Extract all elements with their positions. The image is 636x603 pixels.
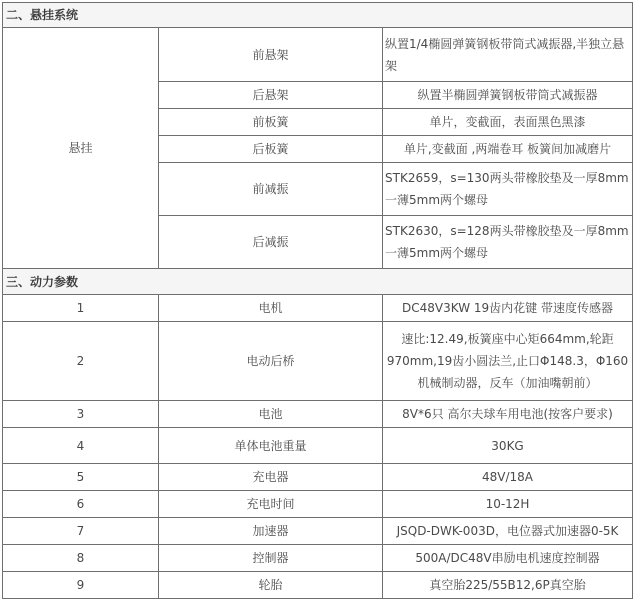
spec-table [2, 2, 633, 599]
table-row [3, 464, 633, 491]
item-label: 控制器 [159, 545, 383, 572]
item-value: 真空胎225/55B12,6P真空胎 [383, 572, 633, 599]
section-title-power: 三、动力参数 [3, 269, 633, 295]
row-number: 5 [3, 464, 159, 491]
row-number: 2 [3, 322, 159, 401]
item-value: 单片,变截面 ,两端卷耳 板簧间加减磨片 [383, 136, 633, 163]
table-row [3, 322, 633, 401]
row-number: 8 [3, 545, 159, 572]
item-label: 后板簧 [159, 136, 383, 163]
row-number: 3 [3, 401, 159, 428]
item-value: 10-12H [383, 491, 633, 518]
row-number: 1 [3, 295, 159, 322]
table-row [3, 428, 633, 464]
item-value: 纵置半椭圆弹簧钢板带筒式减振器 [383, 82, 633, 109]
section-header-row [3, 269, 633, 295]
row-number: 7 [3, 518, 159, 545]
table-row [3, 491, 633, 518]
item-label: 充电时间 [159, 491, 383, 518]
section-header-row [3, 3, 633, 28]
item-value: 500A/DC48V串励电机速度控制器 [383, 545, 633, 572]
item-label: 前板簧 [159, 109, 383, 136]
item-value: JSQD-DWK-003D，电位器式加速器0-5K [383, 518, 633, 545]
group-label-suspension: 悬挂 [3, 28, 159, 269]
item-value: 8V*6只 高尔夫球车用电池(按客户要求) [383, 401, 633, 428]
item-label: 电机 [159, 295, 383, 322]
item-label: 单体电池重量 [159, 428, 383, 464]
table-row [3, 295, 633, 322]
item-label: 前悬架 [159, 28, 383, 82]
item-value: 纵置1/4椭圆弹簧钢板带筒式减振器,半独立悬架 [383, 28, 633, 82]
item-label: 前减振 [159, 163, 383, 216]
item-label: 后悬架 [159, 82, 383, 109]
item-label: 后减振 [159, 216, 383, 269]
row-number: 6 [3, 491, 159, 518]
item-value: 单片，变截面，表面黑色黑漆 [383, 109, 633, 136]
item-label: 电池 [159, 401, 383, 428]
item-label: 电动后桥 [159, 322, 383, 401]
item-label: 加速器 [159, 518, 383, 545]
item-label: 充电器 [159, 464, 383, 491]
table-row [3, 572, 633, 599]
table-row [3, 28, 633, 82]
row-number: 9 [3, 572, 159, 599]
row-number: 4 [3, 428, 159, 464]
item-value: STK2659，s=130两头带橡胶垫及一厚8mm一薄5mm两个螺母 [383, 163, 633, 216]
item-value: 30KG [383, 428, 633, 464]
item-value: DC48V3KW 19齿内花键 带速度传感器 [383, 295, 633, 322]
item-value: 速比:12.49,板簧座中心矩664mm,轮距970mm,19齿小圆法兰,止口Φ148.3，Φ160机械制动器，反车（加油嘴朝前） [383, 322, 633, 401]
section-title-suspension: 二、悬挂系统 [3, 3, 633, 28]
item-value: 48V/18A [383, 464, 633, 491]
item-label: 轮胎 [159, 572, 383, 599]
table-row [3, 518, 633, 545]
table-row [3, 545, 633, 572]
table-row [3, 401, 633, 428]
item-value: STK2630，s=128两头带橡胶垫及一厚8mm一薄5mm两个螺母 [383, 216, 633, 269]
